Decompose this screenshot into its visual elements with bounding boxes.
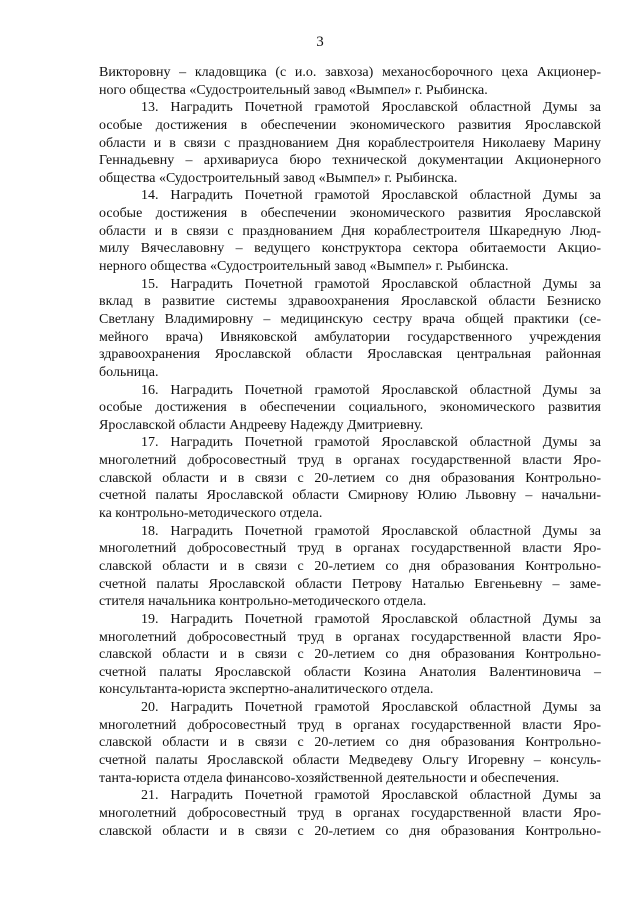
text-line: счетной палаты Ярославской области Петрову Наталью Евгеньевну – заме- xyxy=(99,576,601,592)
text-line: области и в связи с празднованием Дня кораблестроителя Николаеву Марину xyxy=(99,135,601,151)
paragraph xyxy=(99,611,601,699)
text-line: Ярославской области Андрееву Надежду Дмитриевну. xyxy=(99,417,424,433)
text-line: 14. Наградить Почетной грамотой Ярославской областной Думы за xyxy=(141,188,601,204)
paragraph xyxy=(99,64,601,99)
text-line: 18. Наградить Почетной грамотой Ярославской областной Думы за xyxy=(141,523,601,539)
text-line: 21. Наградить Почетной грамотой Ярославской областной Думы за xyxy=(141,788,601,804)
page-number: 3 xyxy=(316,34,324,50)
text-line: общества «Судостроительный завод «Вымпел» г. Рыбинска. xyxy=(99,170,458,186)
text-line: многолетний добросовестный труд в органах государственной власти Яро- xyxy=(99,717,601,733)
text-line: Светлану Владимировну – медицинскую сестру врача общей практики (се- xyxy=(99,311,601,327)
paragraph xyxy=(99,382,601,435)
text-line: особые достижения в обеспечении экономического развития Ярославской xyxy=(99,206,601,222)
text-line: славской области и в связи с 20-летием со дня образования Контрольно- xyxy=(99,558,601,574)
text-line: особые достижения в обеспечении экономического развития Ярославской xyxy=(99,117,601,133)
text-line: многолетний добросовестный труд в органах государственной власти Яро- xyxy=(99,453,601,469)
text-line: ного общества «Судостроительный завод «Вымпел» г. Рыбинска. xyxy=(99,82,488,98)
text-line: славской области и в связи с 20-летием со дня образования Контрольно- xyxy=(99,823,601,839)
text-line: ка контрольно-методического отдела. xyxy=(99,506,323,522)
text-line: многолетний добросовестный труд в органах государственной власти Яро- xyxy=(99,541,601,557)
text-line: стителя начальника контрольно-методического отдела. xyxy=(99,594,427,610)
text-line: милу Вячеславовну – ведущего конструктора сектора обитаемости Акцио- xyxy=(99,241,601,257)
text-line: многолетний добросовестный труд в органах государственной власти Яро- xyxy=(99,629,601,645)
text-line: 16. Наградить Почетной грамотой Ярославской областной Думы за xyxy=(141,382,601,398)
text-line: 15. Наградить Почетной грамотой Ярославской областной Думы за xyxy=(141,276,601,292)
text-line: славской области и в связи с 20-летием со дня образования Контрольно- xyxy=(99,735,601,751)
text-line: счетной палаты Ярославской области Смирнову Юлию Львовну – начальни- xyxy=(99,488,601,504)
text-line: мейного врача) Ивняковской амбулатории государственного учреждения xyxy=(99,329,601,345)
text-line: области и в связи с празднованием Дня кораблестроителя Шкаредную Люд- xyxy=(99,223,601,239)
document-body xyxy=(99,64,601,840)
text-line: Викторовну – кладовщика (с и.о. завхоза) механосборочного цеха Акционер- xyxy=(99,65,601,80)
text-line: вклад в развитие системы здравоохранения Ярославской области Безниско xyxy=(99,294,601,310)
text-line: 13. Наградить Почетной грамотой Ярославской областной Думы за xyxy=(141,100,601,116)
text-line: танта-юриста отдела финансово-хозяйственной деятельности и обеспечения. xyxy=(99,770,560,786)
paragraph xyxy=(99,99,601,187)
text-line: многолетний добросовестный труд в органах государственной власти Яро- xyxy=(99,805,601,821)
paragraph xyxy=(99,787,601,840)
text-line: счетной палаты Ярославской области Медведеву Ольгу Игоревну – консуль- xyxy=(99,752,601,768)
paragraph xyxy=(99,523,601,611)
text-line: нерного общества «Судостроительный завод «Вымпел» г. Рыбинска. xyxy=(99,259,509,275)
text-line: 17. Наградить Почетной грамотой Ярославской областной Думы за xyxy=(141,435,601,451)
paragraph xyxy=(99,187,601,275)
text-line: консультанта-юриста экспертно-аналитического отдела. xyxy=(99,682,434,698)
paragraph xyxy=(99,434,601,522)
text-line: 20. Наградить Почетной грамотой Ярославской областной Думы за xyxy=(141,700,601,716)
text-line: славской области и в связи с 20-летием со дня образования Контрольно- xyxy=(99,647,601,663)
text-line: больница. xyxy=(99,364,159,380)
text-line: счетной палаты Ярославской области Козина Анатолия Валентиновича – xyxy=(99,664,601,680)
text-line: 19. Наградить Почетной грамотой Ярославской областной Думы за xyxy=(141,611,601,627)
paragraph xyxy=(99,699,601,787)
text-line: особые достижения в обеспечении социального, экономического развития xyxy=(99,400,601,416)
text-line: здравоохранения Ярославской области Ярославская центральная районная xyxy=(99,347,601,363)
paragraph xyxy=(99,276,601,382)
text-line: славской области и в связи с 20-летием со дня образования Контрольно- xyxy=(99,470,601,486)
text-line: Геннадьевну – архивариуса бюро технической документации Акционерного xyxy=(99,153,601,169)
